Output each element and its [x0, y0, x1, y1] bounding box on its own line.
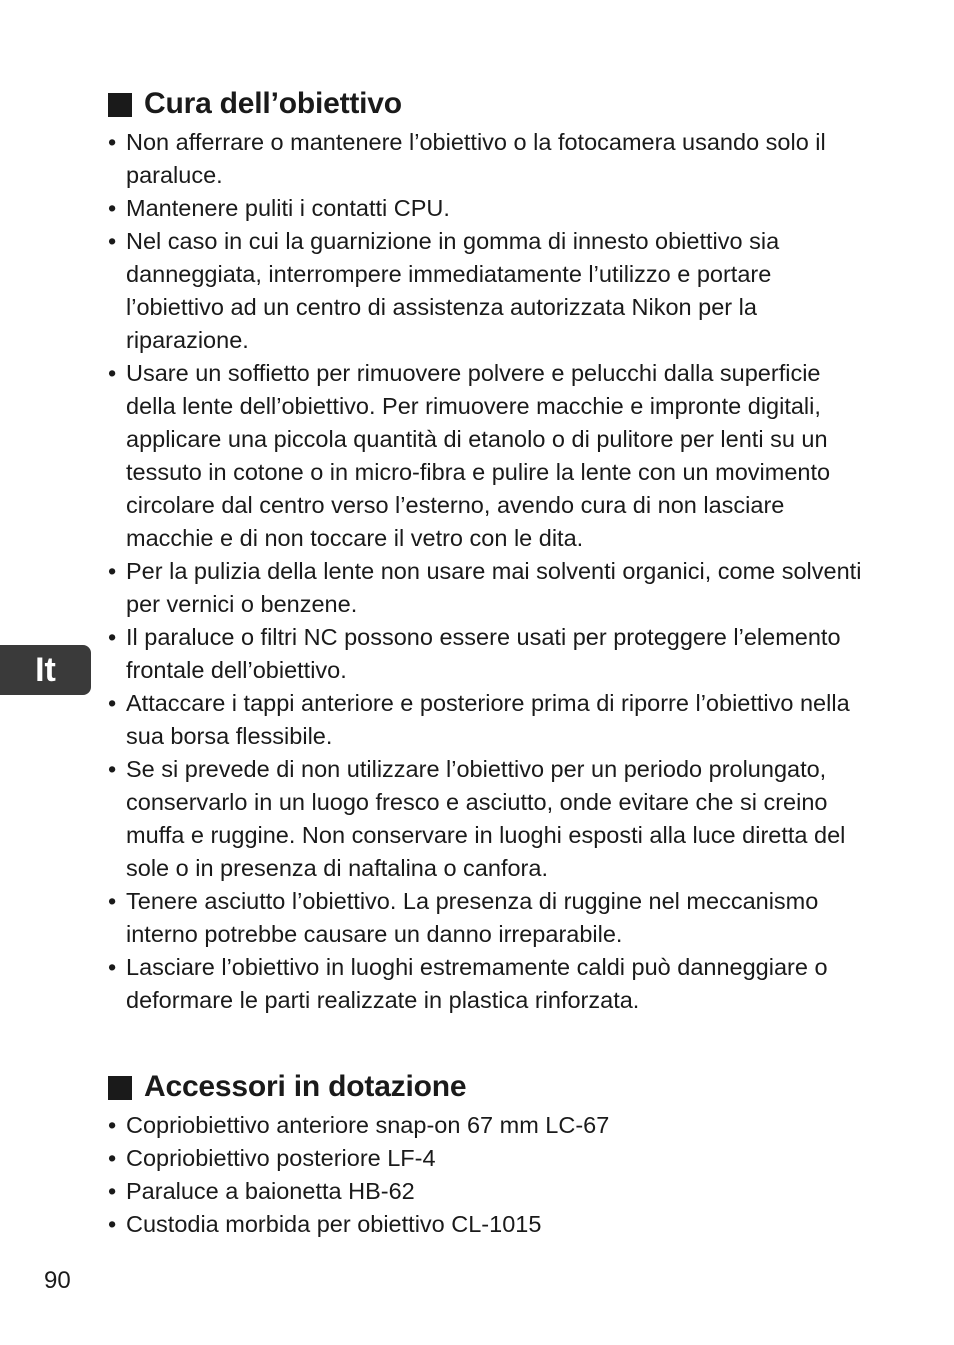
list-item: • Attaccare i tappi anteriore e posteriore prima di riporre l’obiettivo nella sua borsa flessibile.	[108, 690, 850, 749]
section-heading-accessories	[108, 1067, 868, 1107]
section-lens-care	[108, 84, 868, 1017]
list-item: • Nel caso in cui la guarnizione in gomma di innesto obiettivo sia danneggiata, interrompere immediatamente l’utilizzo e portare l’obiettivo ad un centro di assistenza autorizzata Nikon per la riparazione.	[108, 228, 780, 353]
section-heading-care	[108, 84, 868, 124]
square-bullet-icon	[108, 93, 132, 117]
list-item: • Copriobiettivo posteriore LF-4	[108, 1145, 436, 1171]
care-list	[108, 126, 868, 1017]
list-item: • Custodia morbida per obiettivo CL-1015	[108, 1211, 542, 1237]
section-title: Cura dell’obiettivo	[144, 87, 402, 120]
list-item: • Il paraluce o filtri NC possono essere usati per proteggere l’elemento frontale dell’obiettivo.	[108, 624, 841, 683]
section-title: Accessori in dotazione	[144, 1070, 467, 1103]
language-tab-label: It	[35, 650, 56, 689]
page-number: 90	[44, 1267, 71, 1294]
language-tab	[0, 645, 91, 695]
list-item: • Paraluce a baionetta HB-62	[108, 1178, 415, 1204]
list-item: • Per la pulizia della lente non usare mai solventi organici, come solventi per vernici o benzene.	[108, 558, 862, 617]
list-item: • Se si prevede di non utilizzare l’obiettivo per un periodo prolungato, conservarlo in un luogo fresco e asciutto, onde evitare che si creino muffa e ruggine. Non conservare in luoghi esposti alla luce diretta del sole o in presenza di naftalina o canfora.	[108, 756, 846, 881]
list-item: • Usare un soffietto per rimuovere polvere e pelucchi dalla superficie della lente dell’obiettivo. Per rimuovere macchie e impronte digitali, applicare una piccola quantità di etanolo o di pulitore per lenti su un tessuto in cotone o in micro-fibra e pulire la lente con un movimento circolare dal centro verso l’esterno, avendo cura di non lasciare macchie e di non toccare il vetro con le dita.	[108, 360, 831, 551]
list-item: • Non afferrare o mantenere l’obiettivo o la fotocamera usando solo il paraluce.	[108, 129, 826, 188]
list-item: • Tenere asciutto l’obiettivo. La presenza di ruggine nel meccanismo interno potrebbe causare un danno irreparabile.	[108, 888, 819, 947]
list-item: • Mantenere puliti i contatti CPU.	[108, 195, 450, 221]
accessories-list	[108, 1109, 868, 1241]
list-item: • Copriobiettivo anteriore snap-on 67 mm LC-67	[108, 1112, 610, 1138]
list-item: • Lasciare l’obiettivo in luoghi estremamente caldi può danneggiare o deformare le parti realizzate in plastica rinforzata.	[108, 954, 828, 1013]
square-bullet-icon	[108, 1076, 132, 1100]
section-accessories	[108, 1067, 868, 1241]
